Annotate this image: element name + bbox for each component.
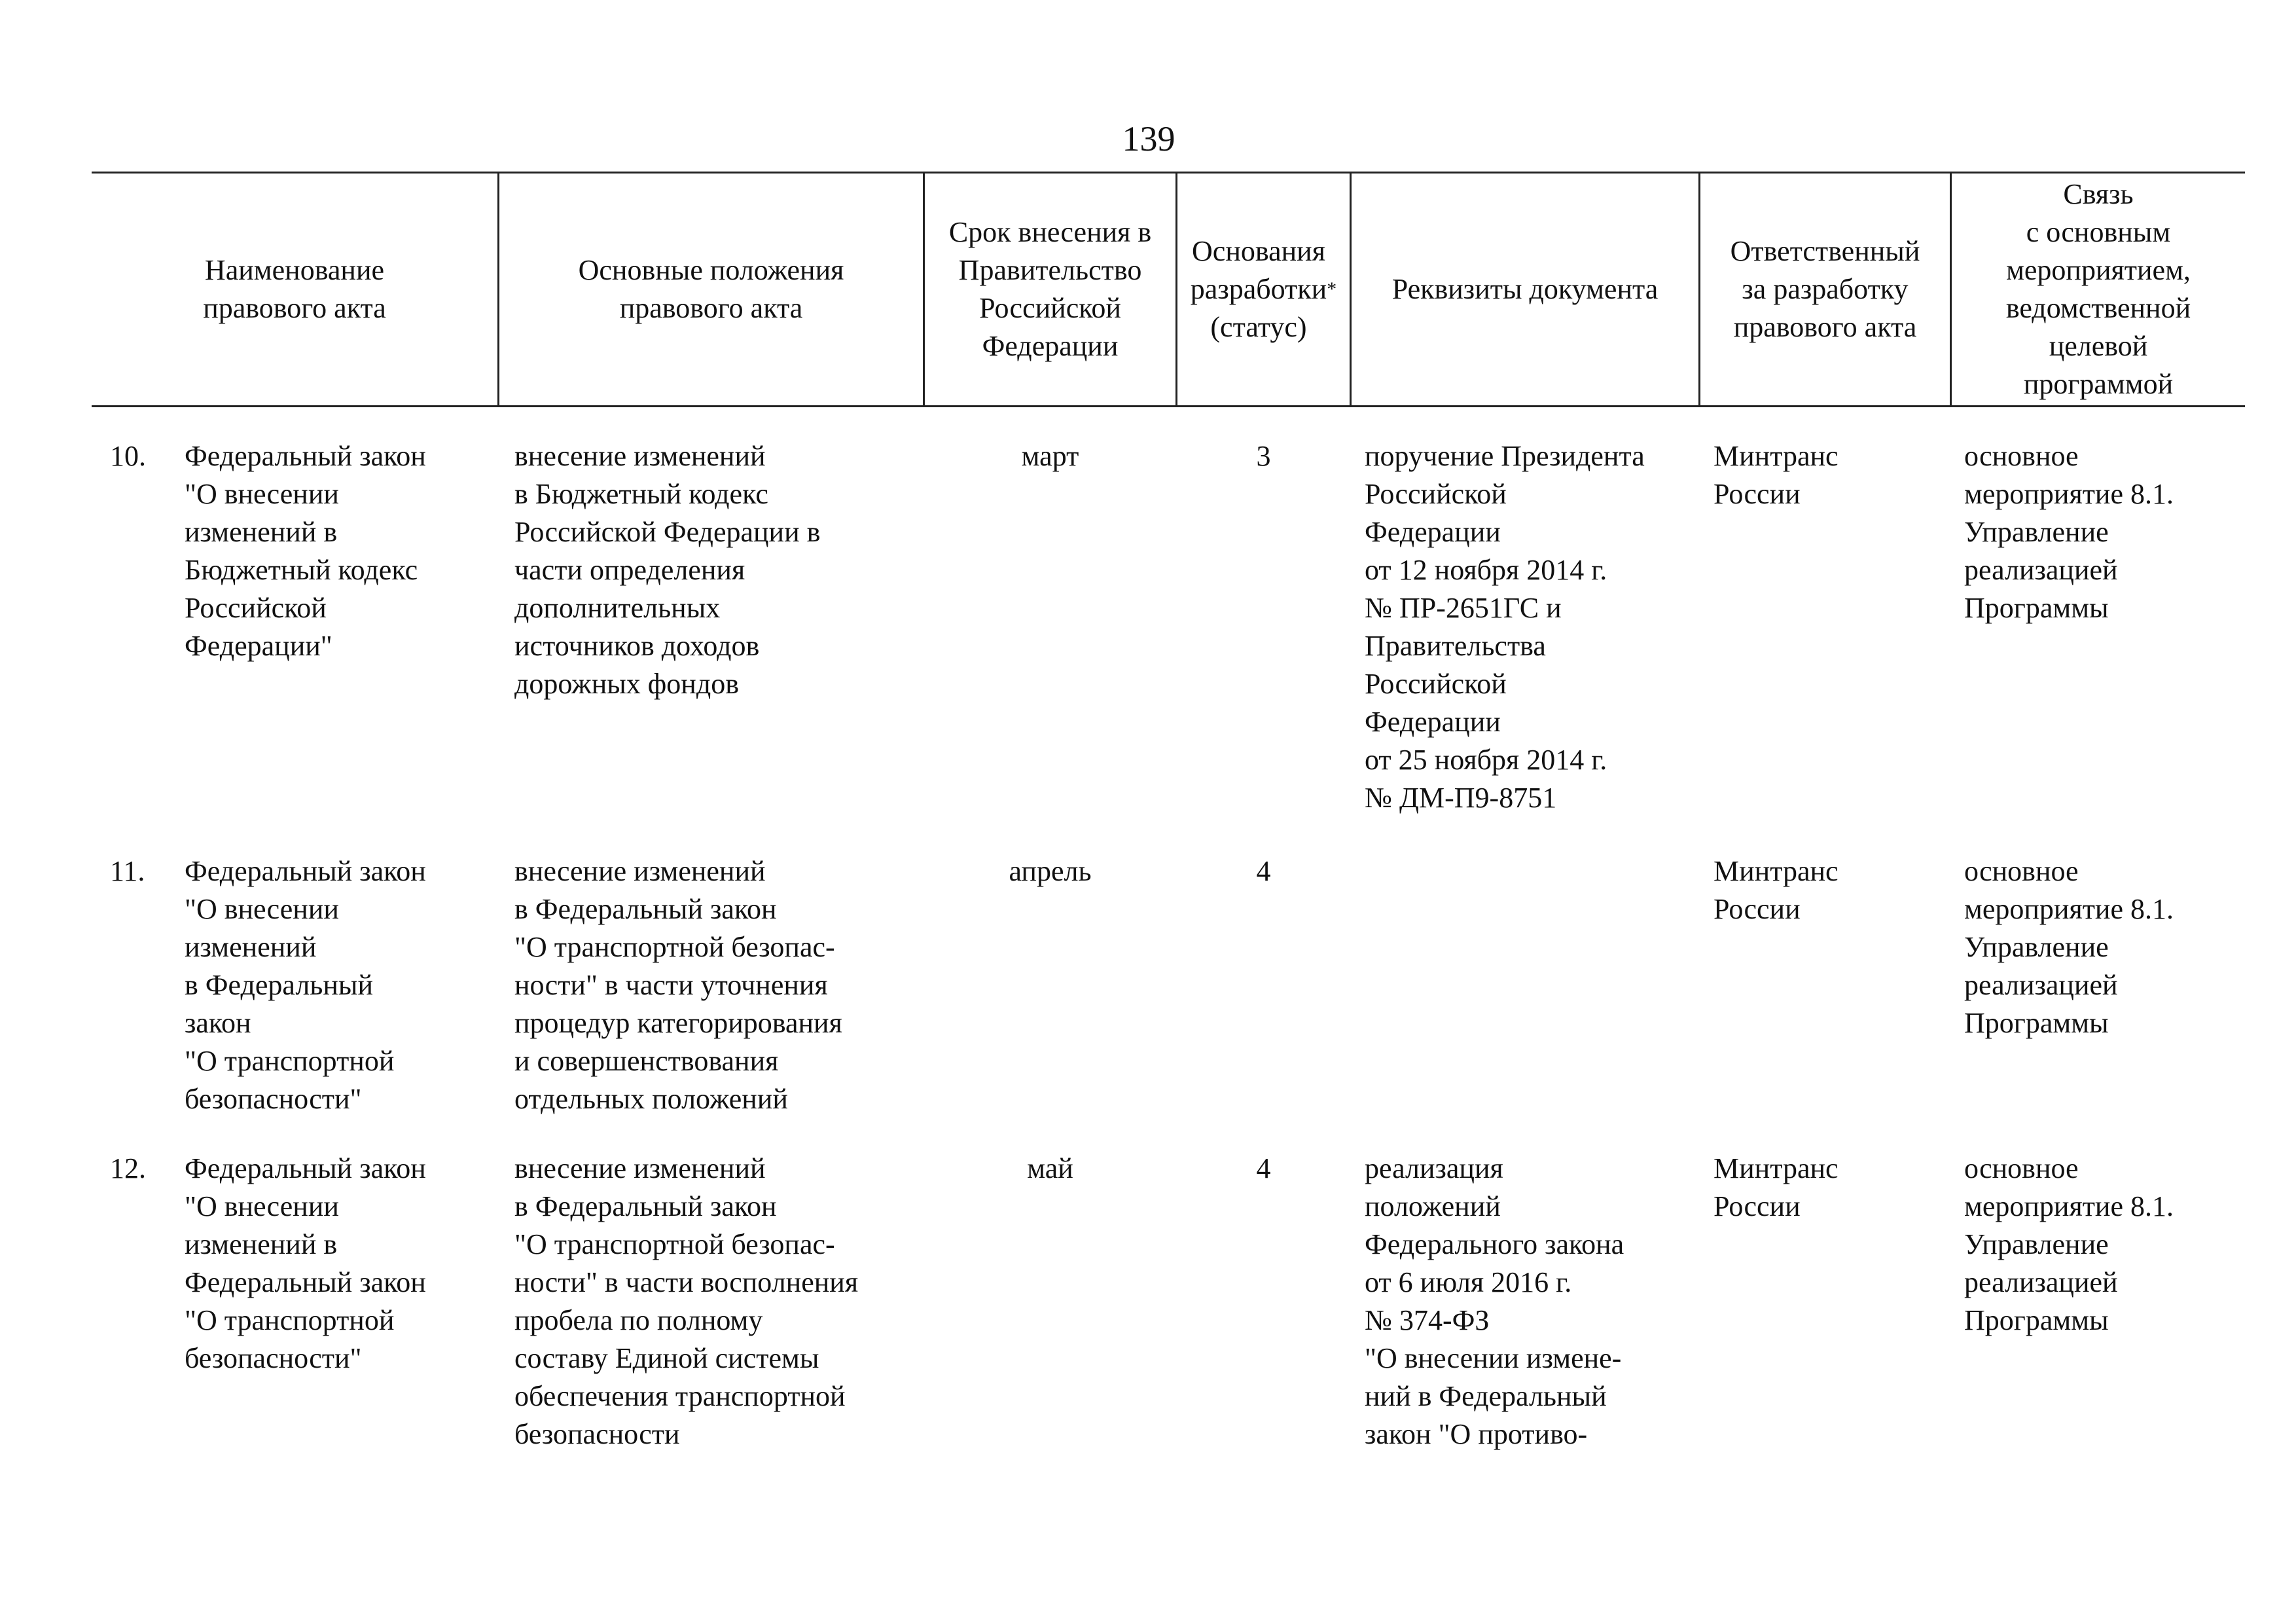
header-responsible: Ответственный за разработку правового акта <box>1730 235 1920 343</box>
document-details: реализация положений Федерального закона от 6 июля 2016 г. № 374-ФЗ "О внесении измене- ний в Федеральный закон "О противо- <box>1365 1152 1624 1450</box>
submission-deadline: апрель <box>1009 855 1092 887</box>
table-header <box>92 172 2245 407</box>
row-number: 11. <box>110 855 145 887</box>
submission-deadline: март <box>1021 440 1079 472</box>
basis-status: 4 <box>1256 1152 1271 1184</box>
program-link: основное мероприятие 8.1. Управление реализацией Программы <box>1964 855 2174 1039</box>
header-deadline: Срок внесения в Правительство Российской Федерации <box>948 216 1152 362</box>
responsible-body: Минтранс России <box>1713 855 1839 925</box>
act-provisions: внесение изменений в Бюджетный кодекс Российской Федерации в части определения дополнительных источников доходов дорожных фондов <box>514 440 821 700</box>
responsible-body: Минтранс России <box>1713 440 1839 510</box>
header-provisions: Основные положения правового акта <box>578 254 844 324</box>
basis-status: 4 <box>1256 855 1271 887</box>
header-name: Наименование правового акта <box>203 254 386 324</box>
act-name: Федеральный закон "О внесении изменений в Бюджетный кодекс Российской Федерации" <box>185 440 426 662</box>
act-name: Федеральный закон "О внесении изменений в Федеральный закон "О транспортной безопасности" <box>185 1152 426 1374</box>
page-number: 139 <box>1122 119 1175 158</box>
responsible-body: Минтранс России <box>1713 1152 1839 1222</box>
document-details: поручение Президента Российской Федерации от 12 ноября 2014 г. № ПР-2651ГС и Правительства Российской Федерации от 25 ноября 2014 г. № ДМ-П9-8751 <box>1365 440 1645 814</box>
program-link: основное мероприятие 8.1. Управление реализацией Программы <box>1964 440 2174 624</box>
row-number: 12. <box>110 1152 146 1184</box>
act-provisions: внесение изменений в Федеральный закон "О транспортной безопас- ности" в части уточнения процедур категорирования и совершенствования отдельных положений <box>514 855 842 1115</box>
act-name: Федеральный закон "О внесении изменений в Федеральный закон "О транспортной безопасности" <box>185 855 426 1115</box>
row-number: 10. <box>110 440 146 472</box>
act-provisions: внесение изменений в Федеральный закон "О транспортной безопас- ности" в части восполнения пробела по полному составу Единой системы обеспечения транспортной безопасности <box>514 1152 859 1450</box>
basis-status: 3 <box>1256 440 1271 472</box>
header-details: Реквизиты документа <box>1391 273 1659 305</box>
submission-deadline: май <box>1027 1152 1073 1184</box>
header-basis: Основания разработки (статус) * <box>1190 235 1337 343</box>
header-link: Связь с основным мероприятием, ведомственной целевой программой <box>2005 178 2191 400</box>
program-link: основное мероприятие 8.1. Управление реализацией Программы <box>1964 1152 2174 1336</box>
